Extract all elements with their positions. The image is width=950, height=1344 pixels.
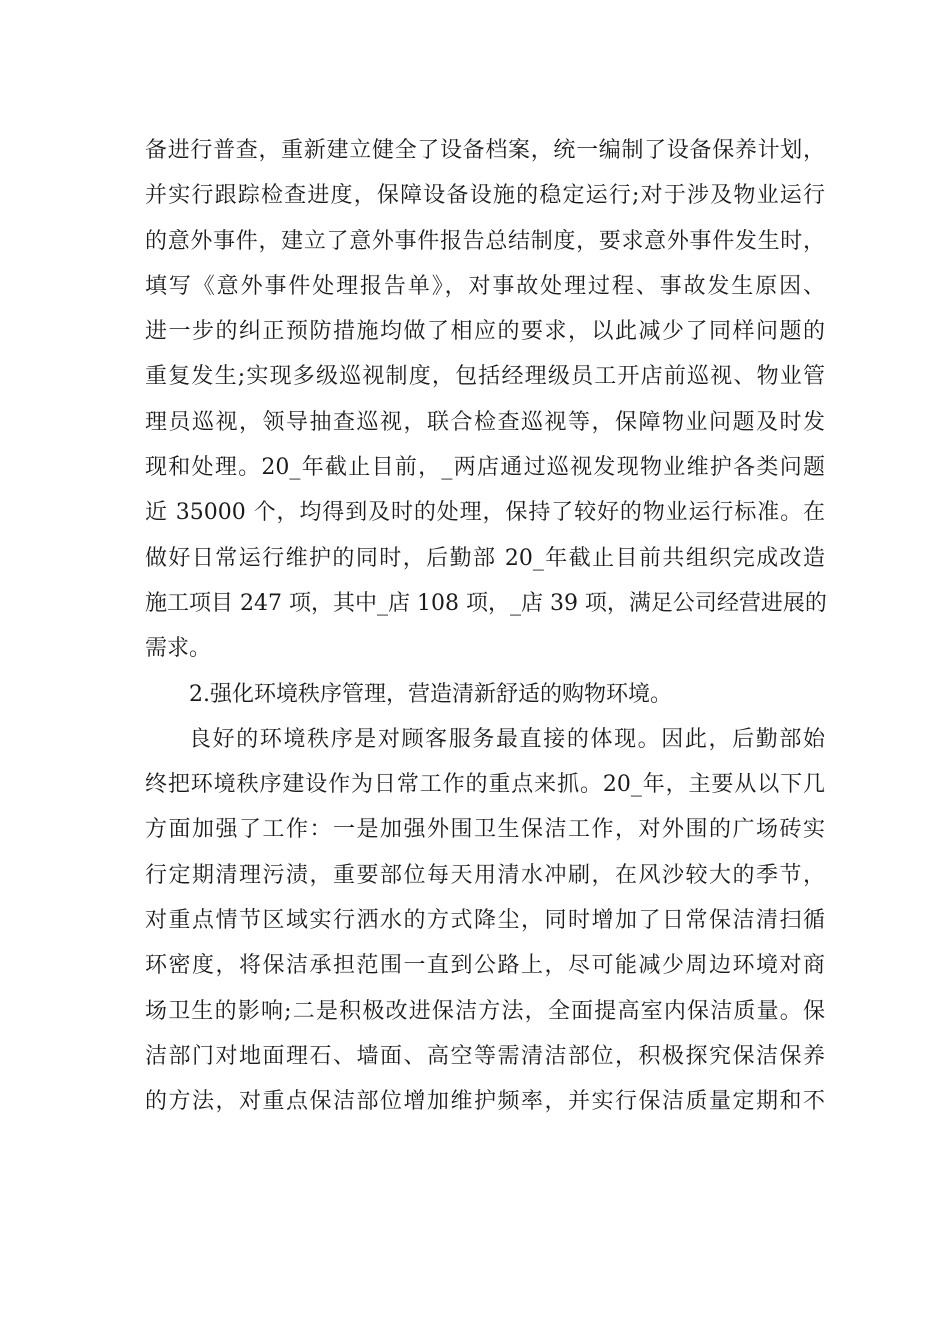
text-line: 备进行普查，重新建立健全了设备档案，统一编制了设备保养计划， [145,138,825,163]
text-line: 重复发生;实现多级巡视制度，包括经理级员工开店前巡视、物业管 [145,364,825,390]
text-line: 需求。 [145,636,212,662]
text-line: 对重点情节区域实行洒水的方式降尘，同时增加了日常保洁清扫循 [145,908,825,934]
text-line: 并实行跟踪检查进度，保障设备设施的稳定运行;对于涉及物业运行 [145,183,825,209]
text-line: 的方法，对重点保洁部位增加维护频率，并实行保洁质量定期和不 [145,1089,825,1115]
text-line: 洁部门对地面理石、墙面、高空等需清洁部位，积极探究保洁保养 [145,1043,825,1069]
text-line: 行定期清理污渍，重要部位每天用清水冲刷，在风沙较大的季节， [145,862,825,888]
text-line: 现和处理。20_年截止目前，_两店通过巡视发现物业维护各类问题 [145,455,825,481]
text-line: 施工项目 247 项，其中_店 108 项，_店 39 项，满足公司经营进展的 [145,590,827,616]
text-line: 做好日常运行维护的同时，后勤部 20_年截止目前共组织完成改造 [145,545,825,571]
body-text [145,128,825,1125]
text-line: 的意外事件，建立了意外事件报告总结制度，要求意外事件发生时， [145,228,825,254]
text-line: 进一步的纠正预防措施均做了相应的要求，以此减少了同样问题的 [145,319,825,345]
text-line: 环密度，将保洁承担范围一直到公路上，尽可能减少周边环境对商 [145,953,825,979]
text-line: 场卫生的影响;二是积极改进保洁方法，全面提高室内保洁质量。保 [145,998,825,1024]
text-line: 方面加强了工作：一是加强外围卫生保洁工作，对外围的广场砖实 [145,817,825,843]
text-line: 终把环境秩序建设作为日常工作的重点来抓。20_年，主要从以下几 [145,772,825,798]
text-line: 理员巡视，领导抽查巡视，联合检查巡视等，保障物业问题及时发 [145,409,825,435]
text-line: 填写《意外事件处理报告单》，对事故处理过程、事故发生原因、 [145,273,825,299]
text-line: 良好的环境秩序是对顾客服务最直接的体现。因此，后勤部始 [189,726,825,752]
text-line: 近 35000 个，均得到及时的处理，保持了较好的物业运行标准。在 [145,500,825,526]
text-line: 2.强化环境秩序管理，营造清新舒适的购物环境。 [189,681,672,707]
